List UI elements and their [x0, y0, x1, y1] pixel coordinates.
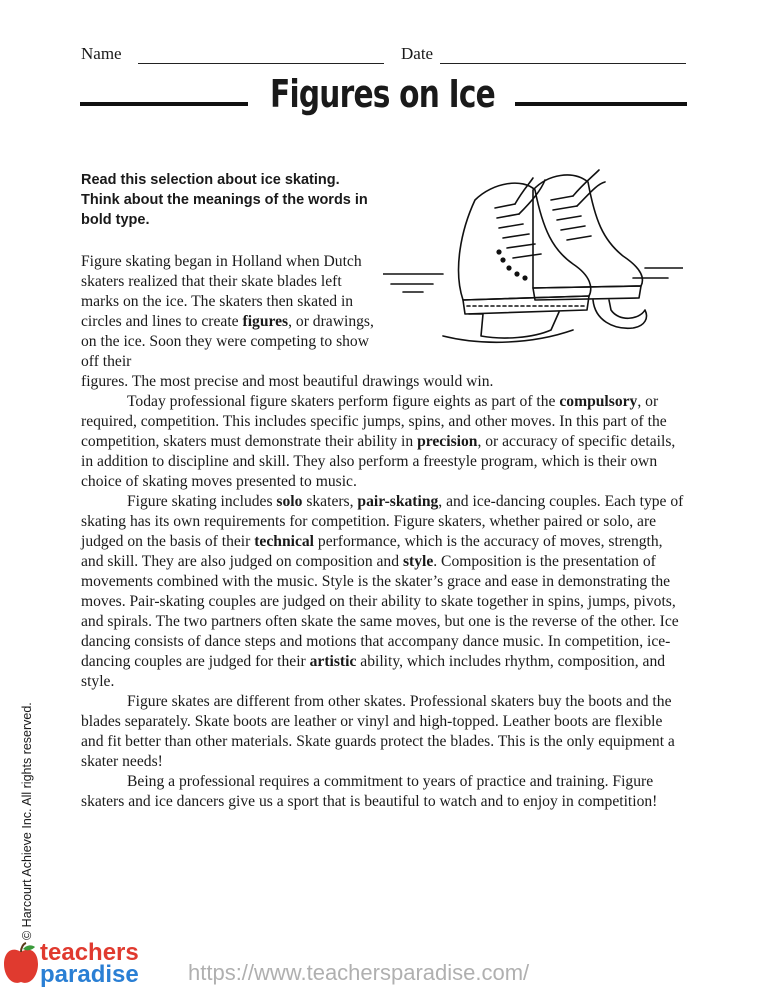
copyright-notice: © Harcourt Achieve Inc. All rights reserved. [20, 702, 34, 940]
paragraph-5: Being a professional requires a commitment to years of practice and training. Figure skaters and ice dancers give us a sport that is beautiful to watch and to enjoy in competition! [81, 773, 658, 810]
ice-skates-illustration [383, 160, 683, 360]
p1-text-a: Figure skating began in Holland when Dutch skaters realized that their skate blades left marks on the ice. The skaters then skated in circles and lines to create [81, 253, 362, 330]
p1-text-d: figures. The most precise and most beautiful drawings would win. [81, 373, 494, 390]
vocab-precision: precision [417, 433, 478, 450]
paragraph-3 [81, 492, 687, 692]
paragraph-4: Figure skates are different from other skates. Professional skaters buy the boots and the blades separately. Skate boots are leather or vinyl and high-topped. Leather boots are flexible and fit better than other materials. Skate guards protect the blades. This is the only equipment a skater needs! [81, 693, 675, 770]
vocab-solo: solo [276, 493, 303, 510]
p2-text-d: , or accuracy of specific details, in addition to discipline and skill. They also perform a freestyle program, which is their own choice of skating moves presented to music. [81, 433, 676, 490]
paragraph-2 [81, 392, 687, 492]
vocab-pair-skating: pair-skating [357, 493, 439, 510]
title-rule-right [515, 102, 687, 106]
p3-text-g: ability, which includes rhythm, composition, and style. [81, 653, 666, 690]
vocab-style: style [402, 553, 434, 570]
p3-text-e: performance, which is the accuracy of moves, strength, and skill. They are also judged on composition and [81, 533, 663, 570]
watermark-url-link[interactable]: https://www.teachersparadise.com/ [188, 960, 530, 985]
page-title: Figures on Ice [270, 72, 495, 116]
p3-text-f: . Composition is the presentation of movements combined with the music. Style is the skater’s grace and ease in demonstrating the moves. Pair-skating couples are judged on their ability to skate together in spins, jumps, pivots, and spirals. The two partners often skate the same moves, but one is the reverse of the other. Ice dancing consists of dance steps and motions that accompany dance music. In competition, ice-dancing couples are judged for their [81, 553, 679, 670]
apple-icon [2, 942, 40, 986]
vocab-compulsory: compulsory [559, 393, 638, 410]
p3-text-c: skaters, [302, 493, 358, 510]
p3-text-d: , and ice-dancing couples. Each type of skating has its own requirements for competition. Figure skaters, whether paired or solo, are judged on the basis of their [81, 493, 684, 550]
p3-text-a: Figure skating includes [127, 493, 277, 510]
p2-text-a: Today professional figure skaters perform figure eights as part of the [127, 393, 560, 410]
p2-text-c: , or required, competition. This includes specific jumps, spins, and other moves. In this part of the competition, skaters must demonstrate their ability in [81, 393, 667, 450]
vocab-figures: figures [242, 313, 289, 330]
vocab-artistic: artistic [309, 653, 357, 670]
intro-instructions: Read this selection about ice skating. Think about the meanings of the words in bold type. [81, 172, 368, 228]
teachers-paradise-logo[interactable] [0, 938, 170, 990]
article-body [81, 372, 687, 812]
date-line[interactable] [440, 63, 686, 64]
logo-line-paradise: paradise [40, 961, 139, 988]
paragraph-1-top [81, 252, 381, 372]
name-label: Name [81, 44, 122, 63]
logo-line-teachers: teachers [40, 939, 139, 966]
vocab-technical: technical [254, 533, 314, 550]
p1-text-c: , or drawings, on the ice. Soon they were competing to show off their [81, 313, 374, 370]
date-label: Date [401, 44, 434, 63]
name-line[interactable] [138, 63, 384, 64]
